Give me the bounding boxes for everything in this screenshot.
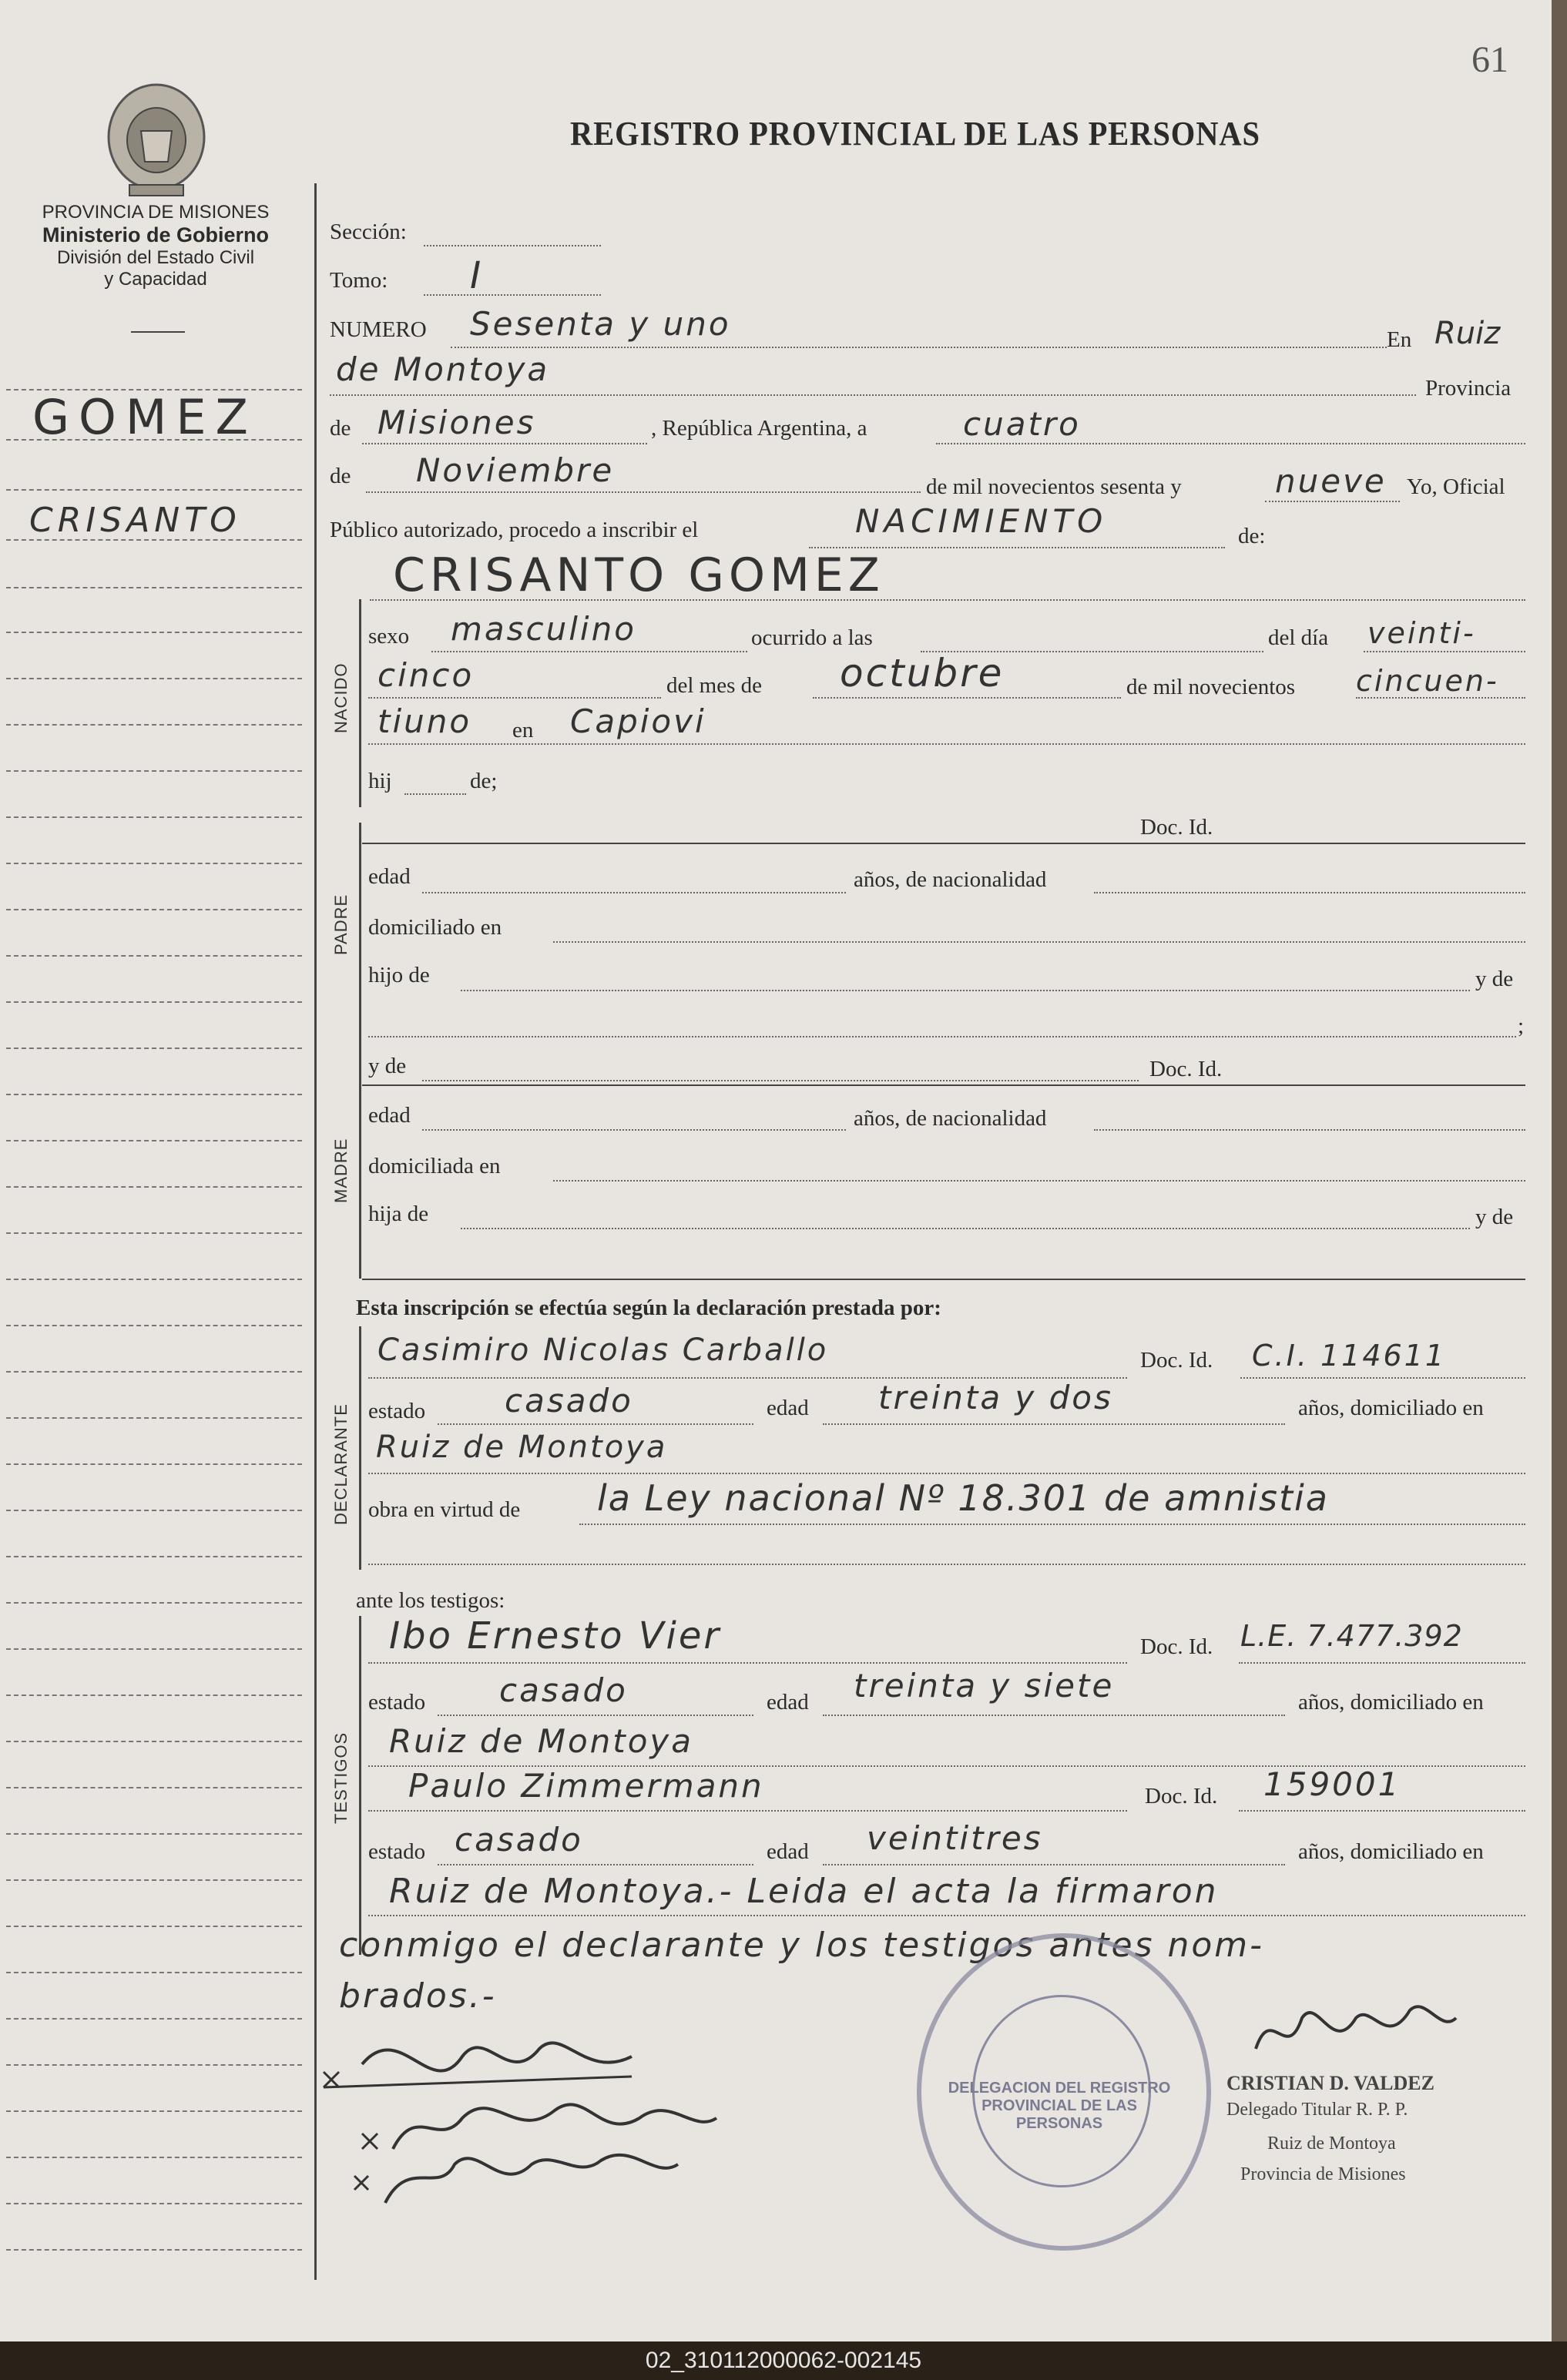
value-place-line2: de Montoya <box>336 350 550 388</box>
label-y-de-madre2: y de <box>1475 1205 1514 1229</box>
label-anios-nac-madre: años, de nacionalidad <box>854 1106 1047 1131</box>
value-testigo1-nombre: Ibo Ernesto Vier <box>389 1614 722 1658</box>
value-obra: la Ley nacional Nº 18.301 de amnistia <box>597 1477 1329 1519</box>
value-cierre-linea2: conmigo el declarante y los testigos antes nom- <box>339 1926 1265 1965</box>
value-cierre-linea1: Ruiz de Montoya.- Leida el acta la firmaron <box>389 1872 1219 1911</box>
label-provincia: Provincia <box>1425 376 1512 401</box>
label-doc-id-testigo1: Doc. Id. <box>1140 1634 1213 1659</box>
value-nombre: CRISANTO GOMEZ <box>393 548 884 602</box>
value-provincia: Misiones <box>377 404 536 441</box>
value-declarante-doc: C.I. 114611 <box>1252 1339 1447 1373</box>
book-edge <box>1552 0 1567 2341</box>
page-number: 61 <box>1471 39 1508 80</box>
label-obra: obra en virtud de <box>368 1497 521 1522</box>
label-doc-id-declarante: Doc. Id. <box>1140 1348 1213 1373</box>
value-en-place: Ruiz <box>1434 316 1501 351</box>
label-de-colon: de: <box>1238 524 1266 548</box>
label-de-mil-nov: de mil novecientos <box>1126 675 1296 699</box>
label-en: En <box>1387 327 1412 352</box>
province-crest-icon <box>99 77 214 200</box>
value-testigo1-estado: casado <box>499 1671 628 1709</box>
label-tomo: Tomo: <box>330 268 388 293</box>
value-numero: Sesenta y uno <box>470 305 731 343</box>
value-dia-nac2: cinco <box>377 656 475 694</box>
label-y-de-madre: y de <box>368 1054 407 1078</box>
nacido-bracket <box>359 599 361 807</box>
officer-role: Delegado Titular R. P. P. <box>1226 2100 1408 2120</box>
footer-id: 02_310112000062-002145 <box>645 2348 922 2373</box>
value-testigo2-nombre: Paulo Zimmermann <box>408 1767 764 1805</box>
value-anio-nac2: tiuno <box>377 702 472 740</box>
value-anio: nueve <box>1275 462 1387 500</box>
label-republica: , República Argentina, a <box>651 416 867 441</box>
witness-signatures-icon <box>308 2003 832 2234</box>
officer-signature-icon <box>1240 1987 1471 2072</box>
value-lugar-nac: Capiovi <box>570 702 706 740</box>
label-anios-nac-padre: años, de nacionalidad <box>854 867 1047 892</box>
label-y-de-padre: y de <box>1475 967 1514 991</box>
section-label-padre: PADRE <box>331 893 351 955</box>
value-declarante-domicilio: Ruiz de Montoya <box>376 1430 668 1465</box>
label-de-mes: de <box>330 464 351 488</box>
officer-name: CRISTIAN D. VALDEZ <box>1226 2072 1434 2094</box>
value-mes: Noviembre <box>416 451 615 489</box>
value-declarante-estado: casado <box>505 1382 633 1420</box>
label-del-mes: del mes de <box>666 673 763 698</box>
label-hij: hij <box>368 769 392 793</box>
padre-bracket <box>359 823 361 1061</box>
label-domiciliado-padre: domiciliado en <box>368 915 502 940</box>
label-yo-oficial: Yo, Oficial <box>1407 474 1505 499</box>
label-edad-madre: edad <box>368 1103 411 1128</box>
left-header-province: PROVINCIA DE MISIONES <box>42 202 270 223</box>
label-edad-padre: edad <box>368 864 411 889</box>
label-anios-dom-testigo1: años, domiciliado en <box>1298 1690 1484 1715</box>
label-domiciliada-madre: domiciliada en <box>368 1154 501 1178</box>
label-hija-de: hija de <box>368 1202 429 1226</box>
label-doc-id-padre: Doc. Id. <box>1140 815 1213 840</box>
value-testigo2-edad: veintitres <box>867 1819 1043 1857</box>
label-estado-testigo2: estado <box>368 1839 426 1864</box>
label-anios-dom-declarante: años, domiciliado en <box>1298 1396 1484 1420</box>
label-de-semicolon: de; <box>470 769 498 793</box>
margin-given-name: CRISANTO <box>29 501 241 540</box>
label-ante-testigos: ante los testigos: <box>356 1588 505 1613</box>
label-anios-dom-testigo2: años, domiciliado en <box>1298 1839 1484 1864</box>
left-header-division: División del Estado Civil <box>56 247 255 268</box>
left-header <box>0 202 311 290</box>
value-anio-nac1: cincuen- <box>1356 664 1499 698</box>
label-hijo-de: hijo de <box>368 963 430 987</box>
value-mes-nac: octubre <box>840 651 1005 696</box>
label-estado-declarante: estado <box>368 1399 426 1423</box>
label-publico: Público autorizado, procedo a inscribir el <box>330 518 699 542</box>
value-cierre-linea3: brados.- <box>339 1976 497 2016</box>
declarante-bracket <box>359 1326 361 1570</box>
label-edad-declarante: edad <box>767 1396 809 1420</box>
left-header-ministry: Ministerio de Gobierno <box>42 223 270 246</box>
label-en-lugar: en <box>512 718 534 742</box>
value-acto: NACIMIENTO <box>855 502 1108 540</box>
margin-surname: GOMEZ <box>32 389 257 445</box>
value-testigo1-domicilio: Ruiz de Montoya <box>389 1722 694 1760</box>
left-header-capacity: y Capacidad <box>104 269 207 290</box>
section-label-declarante: DECLARANTE <box>331 1403 351 1525</box>
testigos-bracket <box>359 1616 361 1955</box>
value-dia: cuatro <box>963 405 1081 443</box>
label-ocurrido: ocurrido a las <box>751 625 873 650</box>
section-label-nacido: NACIDO <box>331 662 351 733</box>
label-seccion: Sección: <box>330 220 407 244</box>
label-de-provincia: de <box>330 416 351 441</box>
value-sexo: masculino <box>451 610 636 648</box>
officer-province: Provincia de Misiones <box>1240 2164 1406 2184</box>
label-numero: NUMERO <box>330 317 427 342</box>
value-testigo1-doc: L.E. 7.477.392 <box>1240 1619 1463 1653</box>
value-testigo2-doc: 159001 <box>1263 1765 1401 1803</box>
value-declarante-nombre: Casimiro Nicolas Carballo <box>377 1332 829 1368</box>
label-doc-id-testigo2: Doc. Id. <box>1145 1784 1218 1808</box>
margin-divider <box>314 183 317 2280</box>
label-edad-testigo1: edad <box>767 1690 809 1715</box>
section-label-testigos: TESTIGOS <box>331 1731 351 1824</box>
madre-bracket <box>359 1055 361 1279</box>
section-label-madre: MADRE <box>331 1138 351 1203</box>
label-esta-inscripcion: Esta inscripción se efectúa según la declaración prestada por: <box>356 1296 941 1320</box>
value-testigo2-estado: casado <box>455 1821 583 1859</box>
document-title: REGISTRO PROVINCIAL DE LAS PERSONAS <box>570 115 1260 153</box>
label-semicolon-padre: ; <box>1518 1014 1525 1038</box>
seal-text: DELEGACION DEL REGISTRO PROVINCIAL DE LAS PERSONAS <box>948 2080 1171 2132</box>
officer-place: Ruiz de Montoya <box>1267 2134 1396 2154</box>
value-tomo: I <box>470 254 484 297</box>
label-del-dia: del día <box>1268 625 1329 650</box>
label-doc-id-madre: Doc. Id. <box>1149 1057 1223 1081</box>
value-testigo1-edad: treinta y siete <box>854 1667 1115 1705</box>
value-declarante-edad: treinta y dos <box>878 1379 1113 1416</box>
label-estado-testigo1: estado <box>368 1690 426 1715</box>
label-edad-testigo2: edad <box>767 1839 809 1864</box>
header-divider <box>131 331 185 333</box>
footer-bar <box>0 2341 1567 2380</box>
label-sexo: sexo <box>368 624 410 649</box>
label-mil-nov: de mil novecientos sesenta y <box>926 474 1182 499</box>
value-dia-nac1: veinti- <box>1367 616 1476 650</box>
